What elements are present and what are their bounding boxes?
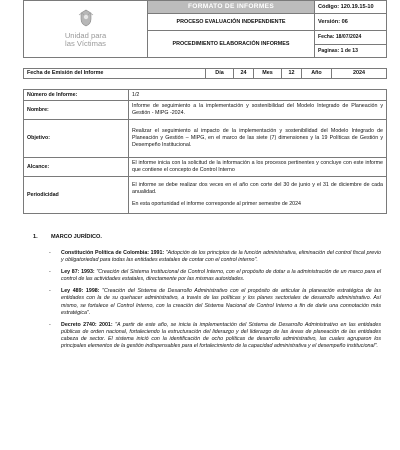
- form-title: FORMATO DE INFORMES: [148, 1, 315, 14]
- procedure-name: PROCEDIMIENTO ELABORACIÓN INFORMES: [148, 31, 315, 58]
- legal-framework-list: [49, 250, 381, 355]
- coat-of-arms-icon: [78, 9, 94, 27]
- issue-date-row: [23, 68, 387, 79]
- day-label: Día: [206, 69, 234, 79]
- info-value: Informe de seguimiento a la implementación y sostenibilidad del Modelo Integrado de Planeación y Gestión - MIPG -2024.: [129, 101, 387, 120]
- month-value: 12: [282, 69, 302, 79]
- year-label: Año: [302, 69, 332, 79]
- list-item: - Ley 489: 1998: "Creación del Sistema de Desarrollo Administrativo con el propósito de articular la planeación estratégica de las entidades con la de su quehacer administrativo, a través de las políticas y los planes sectoriales de desarrollo administrativo. Así mismo, se fortalece el Control Interno, con la creación del Sistema Nacional de Control Interno a fin de darle una connotación más estratégica".: [49, 288, 381, 316]
- info-value: 1/2: [129, 90, 387, 101]
- periodicity-text: El informe se debe realizar dos veces en el año con corte del 30 de junio y el 31 de diciembre de cada anualidad.: [132, 181, 383, 195]
- info-label: Número de Informe:: [24, 90, 129, 101]
- dash-bullet-icon: -: [49, 321, 51, 328]
- law-description: "Creación del Sistema de Desarrollo Administrativo con el propósito de articular la planeación estratégica de las entidades con la de su quehacer administrativo, a través de las políticas y los planes sectoriales de desarrollo administrativo. Así mismo, se fortalece el Control Interno, con la creación del Sistema Nacional de Control Interno a fin de darle una connotación más estratégica".: [61, 288, 381, 316]
- dash-bullet-icon: -: [49, 288, 51, 295]
- brand-name: Unidad para las Víctimas: [64, 30, 107, 49]
- table-row: [24, 120, 387, 158]
- section-heading: [33, 234, 102, 241]
- info-label: Nombre:: [24, 101, 129, 120]
- document-header: [23, 0, 387, 58]
- law-description: "Creación del Sistema Institucional de Control Interno, con el propósito de dotar a la administración de un marco para el control de las actividades estatales, directamente por las mismas autoridades.: [61, 269, 381, 283]
- table-row: [24, 90, 387, 101]
- info-label: Alcance:: [24, 158, 129, 177]
- law-name: Ley 87: 1993: [61, 269, 93, 276]
- section-title: MARCO JURÍDICO.: [51, 234, 102, 240]
- dash-bullet-icon: -: [49, 250, 51, 256]
- month-label: Mes: [254, 69, 282, 79]
- periodicity-note: En esta oportunidad el informe corresponde al primer semestre de 2024: [132, 201, 302, 208]
- table-row: [24, 101, 387, 120]
- info-label: Periodicidad: [24, 177, 129, 214]
- table-row: [24, 177, 387, 214]
- info-value: El informe inicia con la solicitud de la información a los procesos pertinentes y concluye con este informe que contiene el concepto de Control Interno: [129, 158, 387, 177]
- form-date: Fecha: 18/07/2024: [315, 31, 387, 44]
- law-name: Ley 489: 1998: [61, 288, 98, 295]
- table-row: [24, 158, 387, 177]
- list-item: - Decreto 2740: 2001: "A partir de este año, se inicia la implementación del Sistema de Desarrollo Administrativo en las entidades públicas de orden nacional, fortaleciendo la estructuración del liderazgo y del liderazgo de las áreas de planeación de las entidades cabeza de sector. El sistema inició con la identificación de ocho políticas de desarrollo administrativo, las cuales agruparon los principales elementos de la gestión indispensables para el fortalecimiento de la capacidad administrativa y el desempeño institucional".: [49, 321, 381, 350]
- report-info-table: [23, 89, 387, 214]
- info-value: [129, 177, 387, 214]
- law-name: Constitución Política de Colombia: 1991: [61, 250, 163, 256]
- dash-bullet-icon: -: [49, 269, 51, 276]
- list-item: - Ley 87: 1993: "Creación del Sistema Institucional de Control Interno, con el propósito de dotar a la administración de un marco para el control de las actividades estatales, directamente por las mismas autoridades.: [49, 269, 381, 283]
- logo-cell: [24, 1, 148, 58]
- form-code: Código: 120.19.15-10: [315, 1, 387, 14]
- process-name: PROCESO EVALUACIÓN INDEPENDIENTE: [148, 14, 315, 31]
- page-count: Paginas: 1 de 13: [315, 44, 387, 57]
- law-description: "A partir de este año, se inicia la implementación del Sistema de Desarrollo Administrativo en las entidades públicas de orden nacional, fortaleciendo la estructuración del liderazgo y del liderazgo de las áreas de planeación de las entidades cabeza de sector. El sistema inició con la identificación de ocho políticas de desarrollo administrativo, las cuales agruparon los principales elementos de la gestión indispensables para el fortalecimiento de la capacidad administrativa y el desempeño institucional".: [61, 321, 381, 350]
- law-description: "Adopción de los principios de la función administrativa, eliminación del control fiscal previo y obligatoriedad para todas las entidades estatales de contar con el control interno".: [61, 250, 381, 264]
- year-value: 2024: [332, 69, 387, 79]
- list-item: - Constitución Política de Colombia: 1991: "Adopción de los principios de la función administrativa, eliminación del control fiscal previo y obligatoriedad para todas las entidades estatales de contar con el control interno".: [49, 250, 381, 264]
- day-value: 24: [234, 69, 254, 79]
- form-version: Versión: 06: [315, 14, 387, 31]
- info-label: Objetivo:: [24, 120, 129, 158]
- info-value: Realizar el seguimiento al impacto de la implementación y sostenibilidad del Modelo Integrado de Planeación y Gestión – MIPG, en el marco de las siete (7) dimensiones y la 19 Políticas de Gestión y Desempeño Institucional.: [129, 120, 387, 158]
- issue-date-label: Fecha de Emisión del Informe: [24, 69, 206, 79]
- law-name: Decreto 2740: 2001: [61, 321, 111, 328]
- section-number: 1.: [33, 234, 38, 240]
